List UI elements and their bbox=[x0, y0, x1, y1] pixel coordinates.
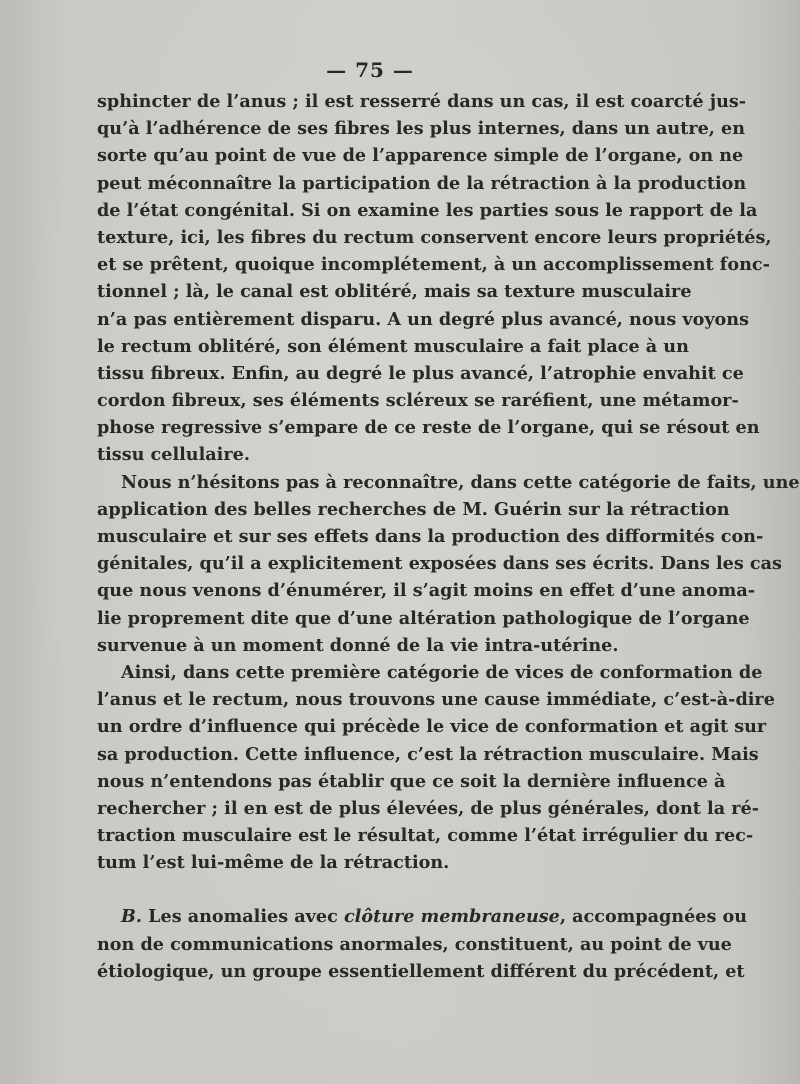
text-line: musculaire et sur ses effets dans la production des difformités con- bbox=[97, 526, 764, 547]
text-line: n’a pas entièrement disparu. A un degré plus avancé, nous voyons bbox=[97, 308, 749, 330]
section-gap bbox=[97, 876, 645, 903]
text-line: génitales, qu’il a explicitement exposées dans ses écrits. Dans les cas bbox=[97, 553, 782, 575]
text-line: lie proprement dite que d’une altération pathologique de l’organe bbox=[97, 607, 750, 629]
text-line: l’anus et le rectum, nous trouvons une cause immédiate, c’est-à-dire bbox=[97, 689, 775, 711]
text-line: cordon fibreux, ses éléments scléreux se raréfient, une métamor- bbox=[97, 390, 739, 412]
text-line: rechercher ; il en est de plus élevées, de plus générales, dont la ré- bbox=[97, 797, 760, 819]
text-line: phose regressive s’empare de ce reste de l’organe, qui se résout en bbox=[97, 417, 760, 439]
text-line: sorte qu’au point de vue de l’apparence simple de l’organe, on ne bbox=[97, 145, 744, 167]
text-line: peut méconnaître la participation de la rétraction à la production bbox=[97, 172, 747, 194]
page-number: — 75 — bbox=[326, 58, 414, 82]
section-b-rest: , accompagnées ou bbox=[559, 906, 748, 928]
text-line: nous n’entendons pas établir que ce soit la dernière influence à bbox=[97, 770, 726, 792]
paragraph bbox=[97, 88, 772, 469]
text-line: sphincter de l’anus ; il est resserré dans un cas, il est coarcté jus- bbox=[97, 91, 747, 112]
text-line: que nous venons d’énumérer, il s’agit moins en effet d’une anoma- bbox=[97, 580, 756, 602]
paragraph bbox=[97, 659, 775, 877]
text-line: application des belles recherches de M. Guérin sur la rétraction bbox=[97, 498, 730, 520]
section-b-intro: Les anomalies avec bbox=[148, 906, 338, 928]
text-line: tionnel ; là, le canal est oblitéré, mais sa texture musculaire bbox=[97, 281, 692, 303]
text-line: de l’état congénital. Si on examine les parties sous le rapport de la bbox=[97, 199, 758, 221]
section-b-first-line bbox=[97, 903, 748, 930]
text-line: et se prêtent, quoique incomplétement, à un accomplissement fonc- bbox=[97, 254, 770, 276]
text-line: tissu fibreux. Enfin, au degré le plus avancé, l’atrophie envahit ce bbox=[97, 362, 744, 384]
section-b-line: étiologique, un groupe essentiellement différent du précédent, et bbox=[97, 960, 745, 982]
text-line: texture, ici, les fibres du rectum conservent encore leurs propriétés, bbox=[97, 226, 772, 248]
section-b bbox=[97, 903, 748, 985]
text-line: Ainsi, dans cette première catégorie de vices de conformation de bbox=[121, 661, 763, 683]
text-line: survenue à un moment donné de la vie intra-utérine. bbox=[97, 634, 619, 656]
text-line: traction musculaire est le résultat, comme l’état irrégulier du rec- bbox=[97, 825, 754, 847]
text-line: tum l’est lui-même de la rétraction. bbox=[97, 852, 450, 874]
paragraph bbox=[97, 469, 800, 659]
text-line: Nous n’hésitons pas à reconnaître, dans cette catégorie de faits, une bbox=[121, 471, 800, 493]
text-line: tissu cellulaire. bbox=[97, 444, 250, 466]
section-b-label: B. bbox=[121, 906, 142, 928]
section-b-italic-term: clôture membraneuse bbox=[343, 906, 560, 928]
text-line: un ordre d’influence qui précède le vice de conformation et agit sur bbox=[97, 716, 767, 738]
text-line: sa production. Cette influence, c’est la rétraction musculaire. Mais bbox=[97, 743, 759, 765]
section-b-line: non de communications anormales, constituent, au point de vue bbox=[97, 933, 732, 955]
paragraphs-container bbox=[97, 88, 800, 876]
body-text bbox=[97, 88, 800, 985]
text-line: qu’à l’adhérence de ses fibres les plus internes, dans un autre, en bbox=[97, 118, 746, 140]
text-line: le rectum oblitéré, son élément musculaire a fait place à un bbox=[97, 335, 689, 357]
